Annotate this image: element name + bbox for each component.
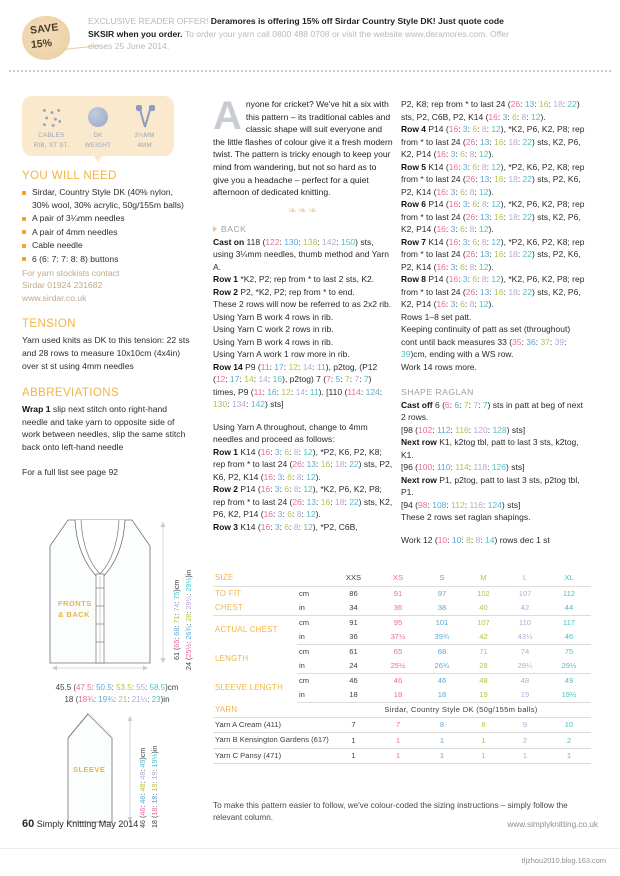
size-header-label: SIZE: [213, 570, 297, 586]
yarn-row-name: Yarn C Pansy (471): [213, 748, 331, 763]
cell: 19½: [547, 688, 591, 703]
pattern-line: Row 14 P9 (11: 17: 12: 14: 11), p2tog, (P12 (12: 17: 14: 14: 16), p2tog) 7 (7: 5: 7: 7: 7) times, P9 (11: 16: 12: 14: 11). [110 (114: 124: 130: 134: 142) sts]: [213, 361, 383, 410]
cell: 1: [547, 748, 591, 763]
list-item: A pair of 3¼mm needles: [22, 212, 192, 225]
pattern-line: Row 5 K14 (16: 3: 6: 8: 12), *P2, K6, P2, K8; rep from * to last 24 (26: 13: 16: 18: 22) sts, P2, K6, P2, K14 (16: 3: 6: 8: 12).: [401, 161, 585, 197]
cell: 110: [518, 618, 532, 627]
table-row: [213, 601, 591, 616]
yarn-label: YARN: [213, 702, 297, 717]
watermark: tljzhou2010.blog.163.com: [521, 856, 606, 865]
weight-label-2: WEIGHT: [84, 142, 112, 149]
cell: 42: [503, 601, 547, 616]
cell: 39¾: [420, 630, 464, 645]
fronts-back-label-line1: FRONTS: [58, 599, 92, 608]
cell: 117: [562, 618, 576, 627]
cables-label-1: CABLES: [38, 132, 65, 139]
pattern-line: P2, K8; rep from * to last 24 (26: 13: 16: 18: 22) sts, P2, C6B, P2, K14 (16: 3: 6: 8: 12).: [401, 99, 580, 122]
list-item: Sirdar, Country Style DK (40% nylon, 30% wool, 30% acrylic, 50g/155m balls): [22, 186, 192, 211]
cell: 91: [349, 618, 358, 627]
stockist-line-1: For yarn stockists contact: [22, 267, 120, 278]
pattern-line: Next row P1, p2tog, patt to last 3 sts, p2tog tbl, P1.: [401, 474, 580, 497]
abbreviation-term: Wrap 1: [22, 403, 51, 414]
pattern-line: Row 3 K14 (16: 3: 6: 8: 12), *P2, C6B,: [213, 521, 358, 532]
table-row: [213, 586, 591, 601]
cell: 97: [437, 589, 447, 598]
row-unit: in: [297, 688, 331, 703]
section-heading-back: BACK: [213, 223, 393, 236]
pattern-line: Cast on 118 (122: 130: 138: 142: 150) sts, using 3¼mm needles, thumb method and Yarn A.: [213, 236, 389, 272]
cell: 48: [479, 676, 488, 685]
cell: 40: [464, 601, 503, 616]
pattern-line: Using Yarn A throughout, change to 4mm needles and proceed as follows:: [213, 421, 368, 445]
offer-tail: To order your yarn call 0800 488 0708 or visit the website www.deramores.com. Offer closes 25 June 2014.: [88, 28, 509, 52]
pattern-line: Row 4 P14 (16: 3: 6: 8: 12), *K2, P6, K2, P8; rep from * to last 24 (26: 13: 16: 18: 22) sts, K2, P6, K2, P14 (16: 3: 6: 8: 12).: [401, 124, 585, 159]
info-cell-weight: [75, 104, 121, 150]
abbreviation-reference: For a full list see page 92: [22, 466, 119, 477]
weight-label-1: DK: [93, 132, 103, 139]
abbreviations-heading: ABBREVIATIONS: [22, 386, 120, 399]
pattern-line: Rows 1–8 set patt.: [401, 311, 472, 322]
cell: 112: [562, 589, 576, 598]
pattern-line: These 2 rows set raglan shapings.: [401, 512, 531, 522]
pattern-line: These 2 rows will now be referred to as 2x2 rib.: [213, 299, 392, 310]
cell: 1: [331, 748, 376, 763]
table-row: [213, 717, 591, 732]
fb-height-cm: 61 (65: 68: 71: 74: 75)cm: [172, 579, 181, 660]
save-badge-line2: 15%: [30, 36, 53, 52]
list-item: A pair of 4mm needles: [22, 226, 192, 239]
intro-text: nyone for cricket? We've hit a six with this pattern – its traditional cables and classic shape will suit everyone and the little flashes of colour give it a fresh modern twist. The pattern is tricky enough to keep your mind from wandering, but not so hard as to give you a headache – perfect for a quiet afternoon of dedicated knitting.: [213, 99, 393, 198]
cell: 46: [547, 630, 591, 645]
cell: 7: [331, 717, 376, 732]
yarn-unit-blank: [297, 702, 331, 717]
row-unit: cm: [299, 676, 310, 685]
issue-title: Simply Knitting May 2014: [36, 819, 139, 829]
cell: 26¾: [420, 659, 464, 674]
colour-code-note: To make this pattern easier to follow, we've colour-coded the sizing instructions – simply follow the relevant column.: [213, 801, 568, 822]
cell: 28: [464, 659, 503, 674]
cell: 34: [331, 601, 376, 616]
row-label: CHEST: [213, 601, 297, 616]
cell: 18: [331, 688, 376, 703]
cell: 7: [376, 717, 420, 732]
size-table-grid: [213, 570, 591, 764]
cell: 1: [464, 748, 503, 763]
pattern-line: [98 (102: 112: 116: 120: 128) sts]: [401, 424, 526, 435]
offer-lead: EXCLUSIVE READER OFFER!: [88, 16, 209, 26]
pattern-line: Row 6 P14 (16: 3: 6: 8: 12), *K2, P6, K2, P8; rep from * to last 24 (26: 13: 16: 18: 22) sts, K2, P6, K2, P14 (16: 3: 6: 8: 12).: [401, 199, 585, 234]
cell: 68: [437, 647, 447, 656]
needles-label-1: 3¼MM: [134, 132, 155, 139]
cell: 1: [376, 748, 420, 763]
yarn-header-row: [213, 702, 591, 717]
offer-highlight: Deramores is offering 15% off Sirdar Country Style DK! Just quote code SKSIR when you order.: [88, 16, 504, 39]
reader-offer-banner: [0, 0, 620, 72]
cell: 8: [420, 717, 464, 732]
fb-height-in: 24 (25½: 26¾: 28: 29¼: 29½)in: [184, 569, 193, 670]
cell: 46: [393, 676, 403, 685]
stockist-line-2: Sirdar 01924 231682: [22, 280, 103, 291]
cell: 1: [464, 732, 503, 748]
table-row: [213, 748, 591, 763]
cell: 24: [331, 659, 376, 674]
list-item: 6 (6: 7: 7: 8: 8) buttons: [22, 253, 192, 266]
pattern-line: Using Yarn B work 4 rows in rib.: [213, 336, 334, 347]
sleeve-schematic: [20, 710, 220, 830]
cell: 71: [479, 647, 488, 656]
cell: 65: [393, 647, 403, 656]
table-row: [213, 644, 591, 659]
table-header-row: [213, 570, 591, 586]
sleeve-height-cm: 46 (46: 46: 48: 48: 49)cm: [138, 747, 147, 828]
cell: 9: [503, 717, 547, 732]
cell: 25½: [376, 659, 420, 674]
footer-divider: [0, 848, 620, 849]
pattern-line: Using Yarn B work 4 rows in rib.: [213, 311, 334, 322]
cell: 1: [503, 748, 547, 763]
size-col-xs: XS: [376, 570, 420, 586]
pattern-line: [96 (100: 110: 114: 118: 126) sts]: [401, 462, 525, 472]
pattern-line: Row 7 K14 (16: 3: 6: 8: 12), *P2, K6, P2, K8; rep from * to last 24 (26: 13: 16: 18: 22) sts, P2, K6, P2, K14 (16: 3: 6: 8: 12).: [401, 236, 585, 272]
cell: 38: [420, 601, 464, 616]
spacer: [401, 524, 587, 534]
cell: 102: [477, 589, 490, 598]
info-cell-needles: [122, 104, 168, 150]
table-row: [213, 615, 591, 630]
row-label: SLEEVE LENGTH: [215, 683, 284, 692]
cell: 46: [437, 676, 447, 685]
decorative-flourish: ❧❧❧: [287, 204, 319, 217]
size-col-s: S: [420, 570, 464, 586]
right-text-column: [401, 98, 587, 546]
fb-width-cm: 45.5 (47.5: 50.5: 53.5: 55: 58.5)cm: [55, 683, 179, 692]
middle-text-column: [213, 94, 393, 533]
left-sidebar: [22, 96, 192, 479]
section-heading-shape-raglan: SHAPE RAGLAN: [401, 387, 474, 397]
spacer: [401, 373, 587, 383]
size-col-xl: XL: [547, 570, 591, 586]
unit-header: [297, 570, 331, 586]
drop-cap: A: [213, 94, 242, 138]
knitting-needles-icon: [122, 104, 168, 130]
table-row: [213, 673, 591, 688]
pattern-line: Row 2 P14 (16: 3: 6: 8: 12), *K2, P6, K2, P8; rep from * to last 24 (26: 13: 16: 18: 22) sts, K2, P6, K2, P14 (16: 3: 6: 8: 12).: [213, 484, 393, 520]
cell: 48: [520, 676, 530, 685]
cell: 1: [420, 748, 464, 763]
cell: 18: [376, 688, 420, 703]
pattern-info-panel: [22, 96, 174, 156]
size-table: [213, 570, 591, 764]
spacer: [213, 411, 393, 421]
row-unit: in: [297, 659, 331, 674]
row-label: TO FIT: [215, 589, 242, 598]
pattern-line: Work 14 rows more.: [401, 361, 477, 372]
cell: 44: [547, 601, 591, 616]
pattern-line: Row 2 P2, *K2, P2; rep from * to end.: [213, 286, 355, 297]
page-number: 60: [22, 818, 35, 830]
you-will-need-heading: YOU WILL NEED: [22, 170, 117, 182]
offer-text: [88, 15, 528, 53]
list-item: Cable needle: [22, 239, 192, 252]
yarn-spec: Sirdar, Country Style DK (50g/155m balls): [331, 702, 591, 717]
cell: 29¼: [503, 659, 547, 674]
cell: 95: [393, 618, 403, 627]
cell: 18: [420, 688, 464, 703]
cell: 36: [331, 630, 376, 645]
pattern-line: Row 1 K14 (16: 3: 6: 8: 12), *P2, K6, P2, K8; rep from * to last 24 (26: 13: 16: 18: 22) sts, P2, K6, P2, K14 (16: 3: 6: 8: 12).: [213, 446, 393, 482]
pattern-line: Keeping continuity of patt as set (throughout) cont until back measures 33 (35: 36: 37: 39: 39)cm, ending with a WS row.: [401, 324, 571, 359]
cell: 42: [464, 630, 503, 645]
pattern-line: Next row K1, k2tog tbl, patt to last 3 sts, k2tog, K1.: [401, 437, 579, 460]
row-unit: in: [297, 601, 331, 616]
table-row: [213, 732, 591, 748]
cell: 75: [564, 647, 574, 656]
cell: 8: [464, 717, 503, 732]
cell: 91: [393, 589, 403, 598]
cell: 43¼: [503, 630, 547, 645]
pattern-line: Using Yarn A work 1 row more in rib.: [213, 349, 350, 360]
cell: 19: [503, 688, 547, 703]
cell: 86: [349, 589, 358, 598]
fb-width-in: 18 (18¾: 19¾: 21: 21½: 23)in: [64, 695, 170, 704]
tension-heading: TENSION: [22, 318, 76, 331]
cell: 1: [420, 732, 464, 748]
row-unit: cm: [299, 647, 310, 656]
sleeve-label: SLEEVE: [73, 765, 106, 774]
cell: 101: [435, 618, 449, 627]
pattern-line: Cast off 6 (6: 6: 7: 7: 7) sts in patt at beg of next 2 rows.: [401, 399, 583, 422]
cell: 74: [520, 647, 530, 656]
cell: 107: [477, 618, 490, 627]
cell: 29½: [547, 659, 591, 674]
cell: 10: [547, 717, 591, 732]
info-cell-cables: [28, 104, 74, 150]
cell: 107: [518, 589, 532, 598]
pattern-line: Row 1 *K2, P2; rep from * to last 2 sts, K2.: [213, 274, 375, 285]
needles-label-2: 4MM: [137, 142, 152, 149]
pattern-line: Row 8 P14 (16: 3: 6: 8: 12), *K2, P6, K2, P8; rep from * to last 24 (26: 13: 16: 18: 22) sts, K2, P6, K2, P14 (16: 3: 6: 8: 12).: [401, 274, 585, 309]
save-badge: [22, 16, 70, 60]
abbreviation-entry: [22, 403, 192, 454]
footer-left: [22, 818, 138, 830]
cell: 1: [376, 732, 420, 748]
yarn-ball-icon: [75, 104, 121, 130]
cell: 49: [564, 676, 574, 685]
row-unit: in: [297, 630, 331, 645]
size-col-m: M: [464, 570, 503, 586]
cell: 1: [331, 732, 376, 748]
materials-list: [22, 186, 192, 266]
yarn-row-name: Yarn B Kensington Gardens (617): [213, 732, 331, 748]
cell: 61: [349, 647, 358, 656]
pattern-line: Work 12 (10: 10: 8: 8: 14) rows dec 1 st: [401, 534, 550, 545]
footer-url[interactable]: www.simplyknitting.co.uk: [507, 820, 598, 829]
size-col-l: L: [503, 570, 547, 586]
row-label: ACTUAL CHEST: [215, 625, 278, 635]
row-unit: cm: [299, 618, 310, 627]
fronts-back-label-line2: & BACK: [58, 610, 90, 619]
abbreviation-definition: slip next stitch onto right-hand needle and take yarn to opposite side of work between needles, slip the same stitch back onto left-hand needle: [22, 403, 186, 453]
tension-body: Yarn used knits as DK to this tension: 22 sts and 28 rows to measure 10x10cm (4x4in) over st st using 4mm needles: [22, 335, 190, 371]
cell: 46: [349, 676, 358, 685]
yarn-row-name: Yarn A Cream (411): [213, 717, 331, 732]
dotted-divider: [8, 70, 612, 72]
size-col-xxs: XXS: [331, 570, 376, 586]
pattern-line: Using Yarn C work 2 rows in rib.: [213, 324, 334, 335]
cell: 19: [464, 688, 503, 703]
cell: 2: [547, 732, 591, 748]
pattern-line: [94 (98: 108: 112: 116: 124) sts]: [401, 499, 521, 510]
stockist-url[interactable]: www.sirdar.co.uk: [22, 292, 87, 303]
cell: 36: [376, 601, 420, 616]
row-label: LENGTH: [215, 654, 249, 663]
intro-paragraph: [213, 94, 393, 199]
cell: 37½: [376, 630, 420, 645]
cables-icon: [28, 104, 74, 130]
save-badge-line1: SAVE: [29, 21, 60, 37]
cables-label-2: RIB, ST ST.: [33, 142, 70, 149]
sleeve-height-in: 18 (18: 18: 19: 19: 19½)in: [150, 745, 159, 828]
row-unit: cm: [299, 589, 310, 598]
cell: 2: [503, 732, 547, 748]
